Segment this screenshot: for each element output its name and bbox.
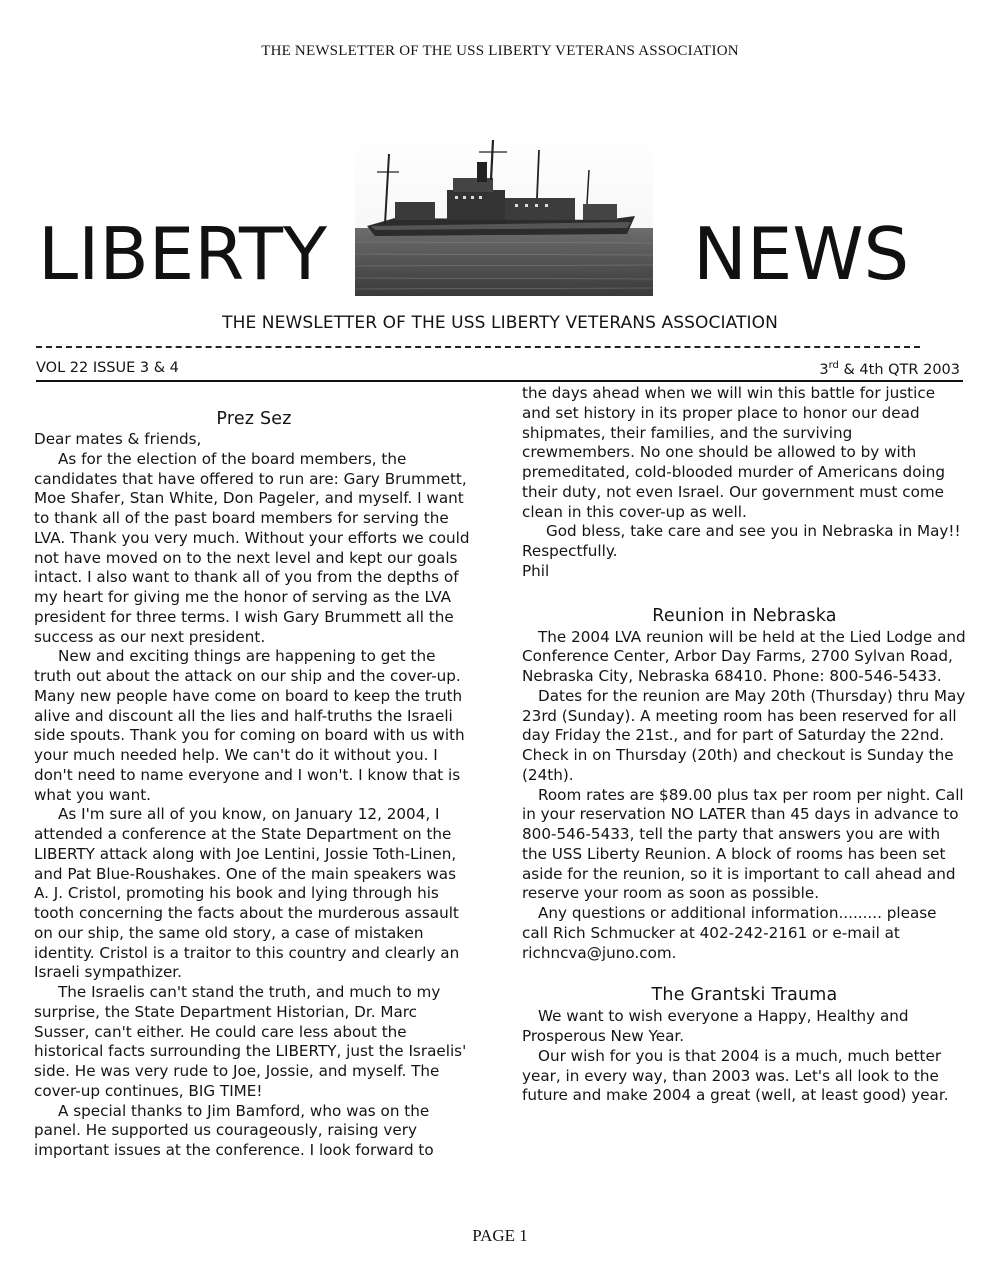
prez-paragraph: A special thanks to Jim Bamford, who was on the panel. He supported us courageously, raising very important issues at the conference. I look forward to (34, 1101, 434, 1159)
prez-signoff: Respectfully. (522, 542, 618, 560)
masthead-news: NEWS (693, 212, 910, 296)
subtitle: THE NEWSLETTER OF THE USS LIBERTY VETERANS ASSOCIATION (222, 313, 778, 333)
dashed-rule (36, 346, 920, 348)
reunion-paragraph: Any questions or additional information......... please call Rich Schmucker at 402-242-2161 or e-mail at richncva@juno.com. (522, 904, 937, 962)
quarter-ordinal-suffix: rd (828, 360, 839, 371)
ship-photo (355, 132, 653, 296)
prez-heading: Prez Sez (216, 409, 292, 429)
prez-paragraph: The Israelis can't stand the truth, and much to my surprise, the State Department Historian, Dr. Marc Susser, can't either. He could care less about the historical facts surrounding the LIBERTY, just the Israelis' side. He was very rude to Joe, Jossie, and myself. The cover-up continues, BIG TIME! (34, 983, 467, 1100)
reunion-paragraph: Dates for the reunion are May 20th (Thursday) thru May 23rd (Sunday). A meeting room has been reserved for all day Friday the 21st., and for part of Saturday the 22nd. Check in on Thursday (20th) and checkout is Sunday the (24th). (522, 686, 966, 784)
quarter-ordinal: 3 (819, 361, 829, 378)
grantski-heading: The Grantski Trauma (651, 985, 838, 1006)
prez-signature: Phil (522, 561, 550, 580)
reunion-paragraph: The 2004 LVA reunion will be held at the Lied Lodge and Conference Center, Arbor Day Farms, 2700 Sylvan Road, Nebraska City, Nebraska 68410. Phone: 800-546-5433. (522, 627, 966, 685)
prez-continued: the days ahead when we will win this battle for justice and set history in its proper place to honor our dead shipmates, their families, and the surviving crewmembers. No one should be allowed to by with premeditated, cold-blooded murder of Americans doing their duty, not even Israel. Our government must come clean in this cover-up as well. (522, 384, 945, 521)
prez-paragraph: New and exciting things are happening to get the truth out about the attack on our ship and the cover-up. Many new people have come on board to keep the truth alive and discount all the lies and half-truths the Israeli side spouts. Thank you for coming on board with us with your much needed help. We can't do it without you. I don't need to name everyone and I won't. I know that is what you want. (34, 647, 465, 804)
left-column (34, 430, 474, 1161)
reunion-paragraph: Room rates are $89.00 plus tax per room per night. Call in your reservation NO LATER than 45 days in advance to 800-546-5433, tell the party that answers you are with the USS Liberty Reunion. A block of rooms has been set aside for the reunion, so it is important to call ahead and reserve your room as soon as possible. (522, 785, 964, 903)
reunion-heading: Reunion in Nebraska (652, 605, 837, 626)
prez-closing: God bless, take care and see you in Nebraska in May!! (546, 522, 961, 541)
grantski-paragraph: We want to wish everyone a Happy, Healthy and Prosperous New Year. (522, 1007, 909, 1045)
prez-paragraph: As for the election of the board members, the candidates that have offered to run are: Gary Brummett, Moe Shafer, Stan White, Don Pageler, and myself. I want to thank all of the past board members for serving the LVA. Thank you very much. Without your efforts we could not have moved on to the next level and kept our goals intact. I also want to thank all of you from the depths of my heart for giving me the honor of serving as the LVA president for three terms. I wish Gary Brummett all the success as our next president. (34, 449, 470, 646)
grantski-paragraph: Our wish for you is that 2004 is a much, much better year, in every way, than 2003 was. Let's all look to the future and make 2004 a great (well, at least good) year. (522, 1046, 949, 1105)
quarter-rest: & 4th QTR 2003 (838, 361, 960, 378)
volume-issue: VOL 22 ISSUE 3 & 4 (36, 360, 179, 376)
top-header: THE NEWSLETTER OF THE USS LIBERTY VETERANS ASSOCIATION (261, 43, 739, 59)
solid-rule (36, 380, 963, 382)
page-number: PAGE 1 (472, 1226, 528, 1245)
prez-paragraph: As I'm sure all of you know, on January 12, 2004, I attended a conference at the State Department on the LIBERTY attack along with Joe Lentini, Jossie Toth-Linen, and Pat Blue-Roushakes. One of the main speakers was A. J. Cristol, promoting his book and lying through his tooth concerning the facts about the murderous assault on our ship, the same old story, a case of mistaken identity. Cristol is a traitor to this country and clearly an Israeli sympathizer. (34, 805, 460, 982)
right-column (522, 384, 967, 1106)
quarter-date (819, 360, 960, 378)
greeting: Dear mates & friends, (34, 430, 202, 448)
masthead-liberty: LIBERTY (38, 212, 327, 296)
